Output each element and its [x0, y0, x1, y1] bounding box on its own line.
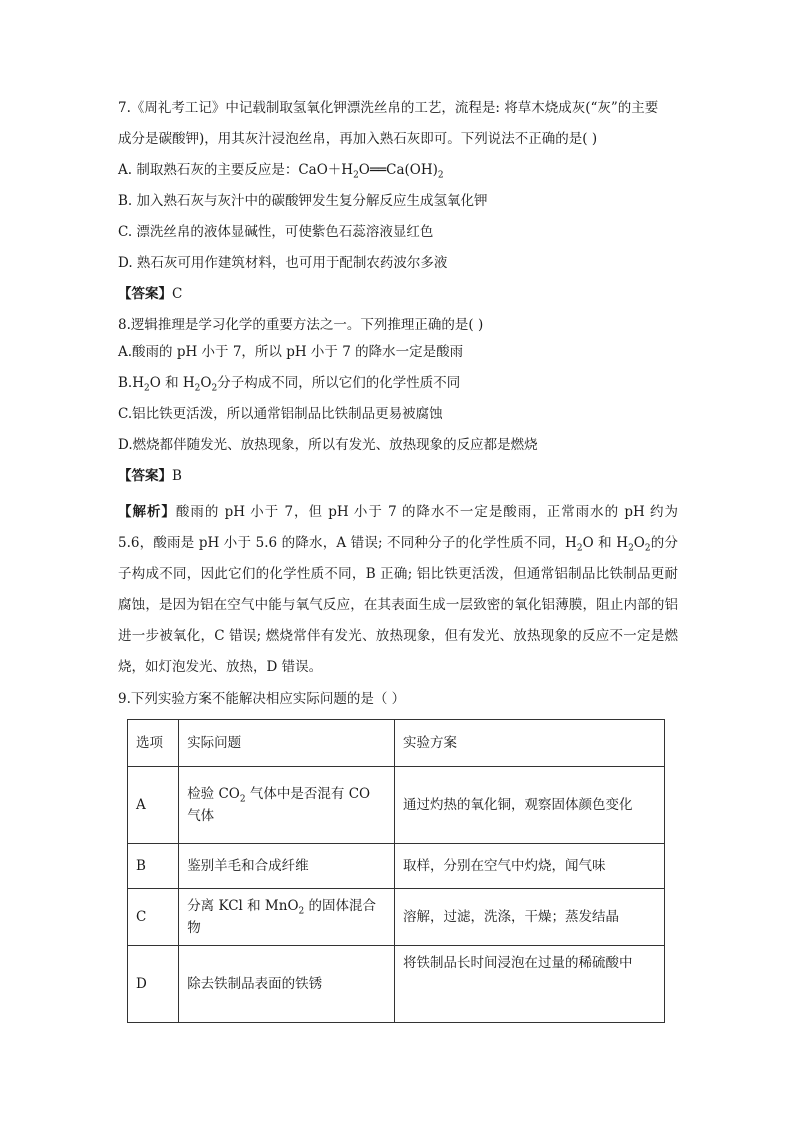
- row-plan: 取样，分别在空气中灼烧，闻气味: [394, 844, 664, 889]
- q8-answer: 【答案】B: [118, 468, 182, 484]
- q8-option-a: A.酸雨的 pH 小于 7，所以 pH 小于 7 的降水一定是酸雨: [118, 344, 464, 360]
- header-option: 选项: [128, 720, 179, 767]
- table-row: [128, 889, 665, 946]
- q8-analysis: 【解析】酸雨的 pH 小于 7，但 pH 小于 7 的降水不一定是酸雨，正常雨水的 pH 约为 5.6，酸雨是 pH 小于 5.6 的降水，A 错误; 不同种分子的化学性质不同，$H_2O$ 和 $H_2O_2$的分子构成不同，因此它们的化学性质不同，B 正确; 铝比铁更活泼，但通常铝制品比铁制品更耐腐蚀，是因为铝在空气中能与氧气反应，在其表面生成一层致密的氧化铝薄膜，阻止内部的铝进一步被氧化，C 错误; 燃烧常伴有发光、放热现象，但有发光、放热现象的反应不一定是燃烧，如灯泡发光、放热，D 错误。: [118, 504, 679, 675]
- q8-option-d: D.燃烧都伴随发光、放热现象，所以有发光、放热现象的反应都是燃烧: [118, 437, 538, 453]
- row-plan: 将铁制品长时间浸泡在过量的稀硫酸中: [394, 946, 664, 1023]
- q7-stem-line-2: 成分是碳酸钾)，用其灰汁浸泡丝帛，再加入熟石灰即可。下列说法不正确的是( ): [118, 131, 598, 147]
- q8-stem: 8.逻辑推理是学习化学的重要方法之一。下列推理正确的是( ): [118, 317, 484, 333]
- header-plan: 实验方案: [394, 720, 664, 767]
- table-row: [128, 767, 665, 844]
- row-plan: 溶解，过滤，洗涤，干燥；蒸发结晶: [394, 889, 664, 946]
- row-option: C: [128, 889, 179, 946]
- q8-option-b: $B.H_2O$ 和 $H_2O_2$分子构成不同，所以它们的化学性质不同: [118, 375, 461, 394]
- row-option: D: [128, 946, 179, 1023]
- q7-option-b: B. 加入熟石灰与灰汁中的碳酸钾发生复分解反应生成氢氧化钾: [118, 193, 488, 209]
- table-row: [128, 844, 665, 889]
- document-page: [118, 98, 678, 720]
- header-problem: 实际问题: [179, 720, 395, 767]
- row-option: A: [128, 767, 179, 844]
- q7-option-d: D. 熟石灰可用作建筑材料，也可用于配制农药波尔多液: [118, 255, 448, 271]
- q7-option-a: A. 制取熟石灰的主要反应是：$CaO+H_2O══Ca(OH)_2$: [118, 162, 444, 181]
- table-row: [128, 946, 665, 1023]
- q7-answer: 【答案】C: [118, 286, 183, 302]
- row-plan: 通过灼热的氧化铜，观察固体颜色变化: [394, 767, 664, 844]
- q7-option-c: C. 漂洗丝帛的液体显碱性，可使紫色石蕊溶液显红色: [118, 224, 434, 240]
- row-problem: 分离 KCl 和 MnO$_2$ 的固体混合物: [179, 889, 395, 946]
- q9-stem: 9.下列实验方案不能解决相应实际问题的是（ ）: [118, 691, 406, 707]
- row-problem: 鉴别羊毛和合成纤维: [179, 844, 395, 889]
- q8-option-c: C.铝比铁更活泼，所以通常铝制品比铁制品更易被腐蚀: [118, 406, 443, 422]
- q7-stem-line-1: 7.《周礼考工记》中记载制取氢氧化钾漂洗丝帛的工艺，流程是: 将草木烧成灰(“灰”的主要: [118, 100, 659, 116]
- row-problem: 除去铁制品表面的铁锈: [179, 946, 395, 1023]
- q9-options-table: [127, 719, 665, 1023]
- row-option: B: [128, 844, 179, 889]
- row-problem: 检验 $CO_2$ 气体中是否混有 CO 气体: [179, 767, 395, 844]
- table-header-row: [128, 720, 665, 767]
